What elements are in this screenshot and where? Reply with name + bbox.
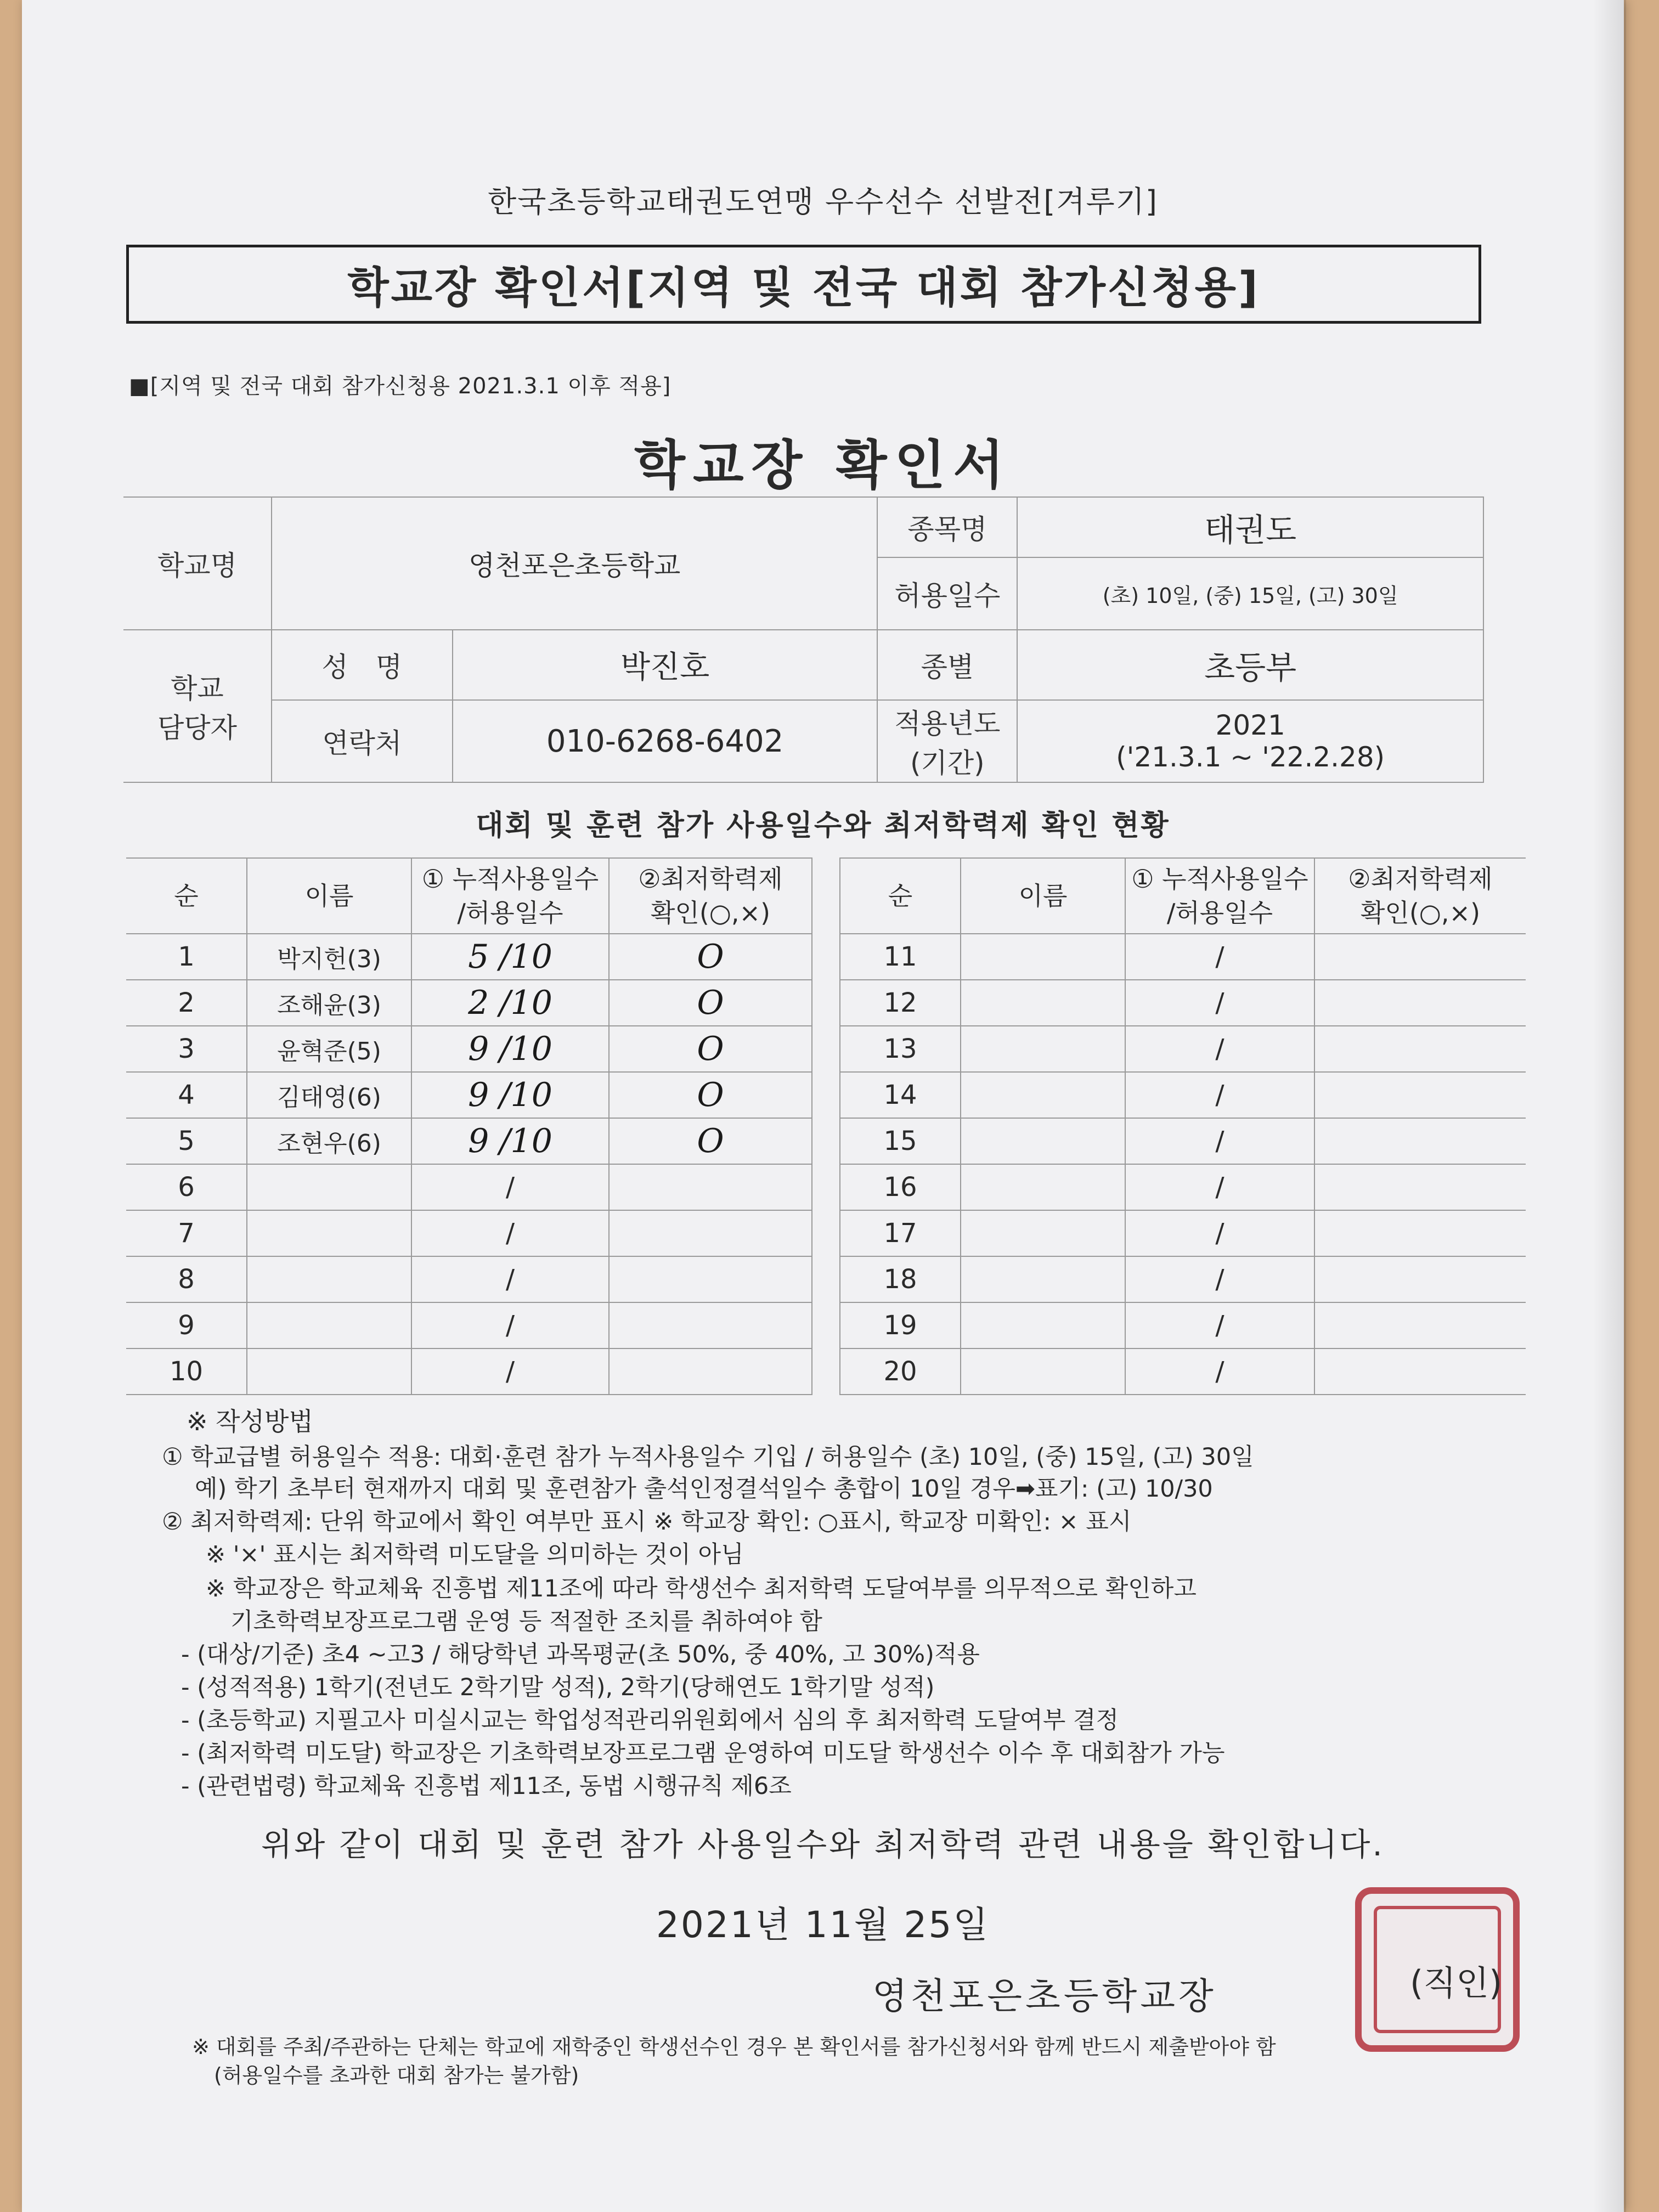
- table-row: [126, 1118, 812, 1164]
- method-line: - (최저학력 미도달) 학교장은 기초학력보장프로그램 운영하여 미도달 학생선수 이수 후 대회참가 가능: [181, 1740, 1225, 1767]
- min-score-check: [1314, 1072, 1526, 1118]
- col-no: 순: [840, 858, 961, 934]
- student-name: 박지헌(3): [247, 934, 411, 980]
- used-days: /: [1125, 1164, 1314, 1210]
- min-score-check: O: [609, 934, 812, 980]
- table-row: [126, 1210, 812, 1256]
- status-table-right: [839, 857, 1526, 1395]
- student-name: [961, 980, 1125, 1026]
- school-label: 학교명: [123, 497, 272, 630]
- used-days: /: [411, 1210, 609, 1256]
- method-line: 기초학력보장프로그램 운영 등 적절한 조치를 취하여야 함: [230, 1608, 822, 1635]
- min-score-check: [609, 1256, 812, 1302]
- min-score-check: [1314, 934, 1526, 980]
- method-line: - (초등학교) 지필고사 미실시교는 학업성적관리위원회에서 심의 후 최저학력 도달여부 결정: [181, 1707, 1119, 1734]
- min-score-check: [1314, 1210, 1526, 1256]
- issue-date: 2021년 11월 25일: [656, 1904, 990, 1946]
- status-table-left: [126, 857, 812, 1395]
- table-row: [840, 1348, 1526, 1395]
- allowed-days-label: 허용일수: [877, 557, 1017, 630]
- table-row: [840, 980, 1526, 1026]
- method-title: ※ 작성방법: [187, 1407, 313, 1436]
- student-name: [247, 1256, 411, 1302]
- method-line: ② 최저학력제: 단위 학교에서 확인 여부만 표시 ※ 학교장 확인: ○표시, 학교장 미확인: × 표시: [162, 1508, 1132, 1536]
- table-row: [126, 1302, 812, 1348]
- document-header: 한국초등학교태권도연맹 우수선수 선발전[겨루기]: [488, 184, 1158, 219]
- min-score-check: [609, 1302, 812, 1348]
- row-number: 4: [126, 1072, 247, 1118]
- col-name: 이름: [961, 858, 1125, 934]
- method-line: ※ 학교장은 학교체육 진흥법 제11조에 따라 학생선수 최저학력 도달여부를 의무적으로 확인하고: [206, 1575, 1197, 1602]
- table-row: [840, 1026, 1526, 1072]
- staff-label-line2: 담당자: [157, 712, 237, 744]
- min-score-check: [1314, 1302, 1526, 1348]
- footer-note-line2: (허용일수를 초과한 대회 참가는 불가함): [214, 2063, 579, 2087]
- col-days-line2: /허용일수: [457, 898, 563, 928]
- col-min-line1: ②최저학력제: [638, 864, 783, 894]
- used-days: /: [1125, 1210, 1314, 1256]
- table-row: [126, 1348, 812, 1395]
- row-number: 9: [126, 1302, 247, 1348]
- student-name: [961, 1210, 1125, 1256]
- document-paper: [22, 0, 1624, 2212]
- confirmation-text: 위와 같이 대회 및 훈련 참가 사용일수와 최저학력 관련 내용을 확인합니다.: [261, 1826, 1385, 1863]
- period-year: 2021: [1215, 709, 1285, 741]
- min-score-check: [1314, 980, 1526, 1026]
- col-no: 순: [126, 858, 247, 934]
- used-days: /: [1125, 1118, 1314, 1164]
- used-days: 9 /10: [411, 1026, 609, 1072]
- min-score-check: [609, 1348, 812, 1395]
- used-days: /: [411, 1302, 609, 1348]
- col-days: [411, 858, 609, 934]
- row-number: 15: [840, 1118, 961, 1164]
- main-title: 학교장 확인서: [634, 435, 1012, 496]
- student-name: 조해윤(3): [247, 980, 411, 1026]
- row-number: 6: [126, 1164, 247, 1210]
- row-number: 8: [126, 1256, 247, 1302]
- period-label-line1: 적용년도: [894, 708, 1001, 740]
- used-days: /: [1125, 1256, 1314, 1302]
- row-number: 16: [840, 1164, 961, 1210]
- method-line: ① 학교급별 허용일수 적용: 대회·훈련 참가 누적사용일수 기입 / 허용일수 (초) 10일, (중) 15일, (고) 30일: [162, 1443, 1254, 1471]
- col-days-line1: ① 누적사용일수: [421, 864, 599, 894]
- table-row: [840, 1210, 1526, 1256]
- used-days: 5 /10: [411, 934, 609, 980]
- principal-name: 영천포은초등학교장: [872, 1975, 1217, 2017]
- row-number: 13: [840, 1026, 961, 1072]
- row-number: 14: [840, 1072, 961, 1118]
- min-score-check: O: [609, 1118, 812, 1164]
- contact-value: 010-6268-6402: [453, 700, 878, 782]
- period-range: ('21.3.1 ~ '22.2.28): [1116, 741, 1385, 773]
- min-score-check: [1314, 1164, 1526, 1210]
- min-score-check: [1314, 1256, 1526, 1302]
- category-value: 초등부: [1017, 630, 1483, 700]
- row-number: 12: [840, 980, 961, 1026]
- staff-label-line1: 학교: [171, 673, 224, 704]
- student-name: [961, 1348, 1125, 1395]
- student-name: [961, 1302, 1125, 1348]
- table-row: [126, 1164, 812, 1210]
- staff-label: [123, 630, 272, 782]
- method-line: - (대상/기준) 초4 ~고3 / 해당학년 과목평균(초 50%, 중 40%, 고 30%)적용: [181, 1641, 980, 1668]
- footer-note: [192, 2033, 1276, 2090]
- table-row: [840, 1118, 1526, 1164]
- period-value: [1017, 700, 1483, 782]
- student-name: 윤혁준(5): [247, 1026, 411, 1072]
- row-number: 20: [840, 1348, 961, 1395]
- min-score-check: O: [609, 980, 812, 1026]
- row-number: 18: [840, 1256, 961, 1302]
- col-min: [609, 858, 812, 934]
- school-name: 영천포은초등학교: [272, 497, 878, 630]
- min-score-check: [609, 1164, 812, 1210]
- used-days: 9 /10: [411, 1072, 609, 1118]
- usage-note: ■[지역 및 전국 대회 참가신청용 2021.3.1 이후 적용]: [129, 374, 672, 399]
- table-row: [126, 1256, 812, 1302]
- used-days: /: [1125, 934, 1314, 980]
- event-label: 종목명: [877, 497, 1017, 557]
- used-days: /: [1125, 1072, 1314, 1118]
- table-row: [126, 1072, 812, 1118]
- table-row: [840, 1072, 1526, 1118]
- col-min-line1: ②최저학력제: [1348, 864, 1493, 894]
- row-number: 3: [126, 1026, 247, 1072]
- used-days: /: [1125, 1026, 1314, 1072]
- period-label-line2: (기간): [910, 747, 985, 779]
- used-days: /: [1125, 1302, 1314, 1348]
- row-number: 11: [840, 934, 961, 980]
- table-row: [126, 934, 812, 980]
- col-min-line2: 확인(○,×): [1360, 898, 1481, 928]
- student-name: [247, 1210, 411, 1256]
- table-row: [840, 1302, 1526, 1348]
- row-number: 2: [126, 980, 247, 1026]
- info-table: [123, 496, 1484, 783]
- min-score-check: [1314, 1026, 1526, 1072]
- method-line: ※ '×' 표시는 최저학력 미도달을 의미하는 것이 아님: [206, 1541, 744, 1568]
- table-row: [840, 934, 1526, 980]
- col-days: [1125, 858, 1314, 934]
- event-value: 태권도: [1017, 497, 1483, 557]
- footer-note-line1: ※ 대회를 주최/주관하는 단체는 학교에 재학중인 학생선수인 경우 본 확인서를 참가신청서와 함께 반드시 제출받아야 함: [192, 2035, 1276, 2059]
- allowed-days-value: (초) 10일, (중) 15일, (고) 30일: [1017, 557, 1483, 630]
- used-days: /: [411, 1348, 609, 1395]
- status-title: 대회 및 훈련 참가 사용일수와 최저학력제 확인 현황: [476, 809, 1170, 842]
- method-line: - (관련법령) 학교체육 진흥법 제11조, 동법 시행규칙 제6조: [181, 1773, 792, 1800]
- title-box-text: 학교장 확인서[지역 및 전국 대회 참가신청용]: [347, 263, 1260, 313]
- col-min-line2: 확인(○,×): [650, 898, 771, 928]
- table-row: [840, 1256, 1526, 1302]
- student-name: [961, 1256, 1125, 1302]
- row-number: 7: [126, 1210, 247, 1256]
- col-days-line2: /허용일수: [1166, 898, 1273, 928]
- student-name: [961, 934, 1125, 980]
- used-days: /: [411, 1256, 609, 1302]
- student-name: [961, 1072, 1125, 1118]
- min-score-check: [1314, 1348, 1526, 1395]
- min-score-check: [609, 1210, 812, 1256]
- name-label: 성 명: [272, 630, 453, 700]
- table-row: [840, 1164, 1526, 1210]
- used-days: /: [411, 1164, 609, 1210]
- student-name: [961, 1118, 1125, 1164]
- used-days: /: [1125, 1348, 1314, 1395]
- used-days: 9 /10: [411, 1118, 609, 1164]
- min-score-check: O: [609, 1072, 812, 1118]
- contact-label: 연락처: [272, 700, 453, 782]
- student-name: [247, 1302, 411, 1348]
- row-number: 19: [840, 1302, 961, 1348]
- student-name: 조현우(6): [247, 1118, 411, 1164]
- student-name: [961, 1026, 1125, 1072]
- col-min: [1314, 858, 1526, 934]
- staff-name: 박진호: [453, 630, 878, 700]
- row-number: 1: [126, 934, 247, 980]
- student-name: [247, 1348, 411, 1395]
- student-name: [961, 1164, 1125, 1210]
- table-row: [126, 980, 812, 1026]
- method-line: 예) 학기 초부터 현재까지 대회 및 훈련참가 출석인정결석일수 총합이 10일 경우➡표기: (고) 10/30: [195, 1475, 1213, 1503]
- title-box: [126, 245, 1481, 324]
- category-label: 종별: [877, 630, 1017, 700]
- used-days: /: [1125, 980, 1314, 1026]
- period-label: [877, 700, 1017, 782]
- col-days-line1: ① 누적사용일수: [1131, 864, 1308, 894]
- table-row: [126, 1026, 812, 1072]
- row-number: 17: [840, 1210, 961, 1256]
- min-score-check: O: [609, 1026, 812, 1072]
- student-name: [247, 1164, 411, 1210]
- method-line: - (성적적용) 1학기(전년도 2학기말 성적), 2학기(당해연도 1학기말 성적): [181, 1674, 935, 1701]
- student-name: 김태영(6): [247, 1072, 411, 1118]
- row-number: 10: [126, 1348, 247, 1395]
- used-days: 2 /10: [411, 980, 609, 1026]
- col-name: 이름: [247, 858, 411, 934]
- row-number: 5: [126, 1118, 247, 1164]
- min-score-check: [1314, 1118, 1526, 1164]
- seal-label: (직인): [1410, 1963, 1503, 2003]
